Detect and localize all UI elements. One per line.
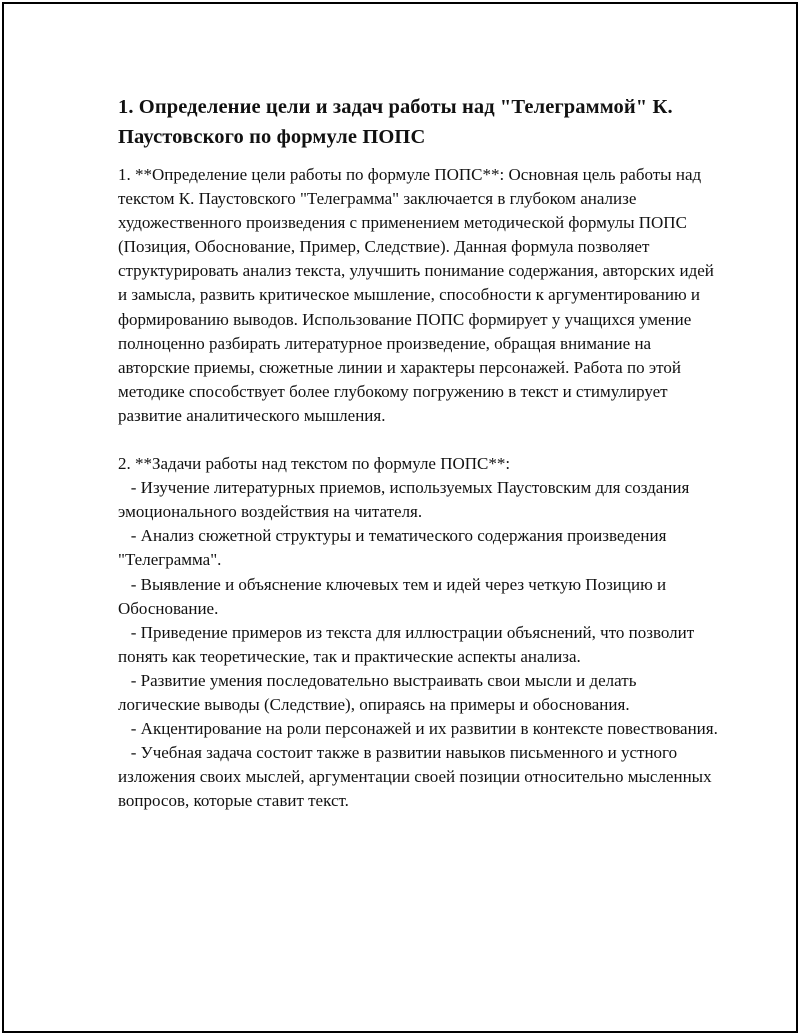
document-title: 1. Определение цели и задач работы над "Телеграммой" К. Паустовского по формуле ПОПС: [118, 96, 673, 148]
document-body: [118, 92, 718, 813]
paragraph-goal: 1. **Определение цели работы по формуле ПОПС**: Основная цель работы над текстом К. Паустовского "Телеграмма" заключается в глубоком анализе художественного произведения с применением методической формулы ПОПС (Позиция, Обоснование, Пример, Следствие). Данная формула позволяет структурировать анализ текста, улучшить понимание содержания, авторских идей и замысла, развить критическое мышление, способности к аргументированию и формированию выводов. Использование ПОПС формирует у учащихся умение полноценно разбирать литературное произведение, обращая внимание на авторские приемы, сюжетные линии и характеры персонажей. Работа по этой методике способствует более глубокому погружению в текст и стимулирует развитие аналитического мышления.: [118, 165, 719, 425]
paragraph-tasks: 2. **Задачи работы над текстом по формуле ПОПС**: - Изучение литературных приемов, используемых Паустовским для создания эмоционального воздействия на читателя. - Анализ сюжетной структуры и тематического содержания произведения "Телеграмма". - Выявление и объяснение ключевых тем и идей через четкую Позицию и Обоснование. - Приведение примеров из текста для иллюстрации объяснений, что позволит понять как теоретические, так и практические аспекты анализа. - Развитие умения последовательно выстраивать свои мысли и делать логические выводы (Следствие), опираясь на примеры и обоснования. - Акцентирование на роли персонажей и их развитии в контексте повествования. - Учебная задача состоит также в развитии навыков письменного и устного изложения своих мыслей, аргументации своей позиции относительно мысленных вопросов, которые ставит текст.: [118, 454, 718, 811]
